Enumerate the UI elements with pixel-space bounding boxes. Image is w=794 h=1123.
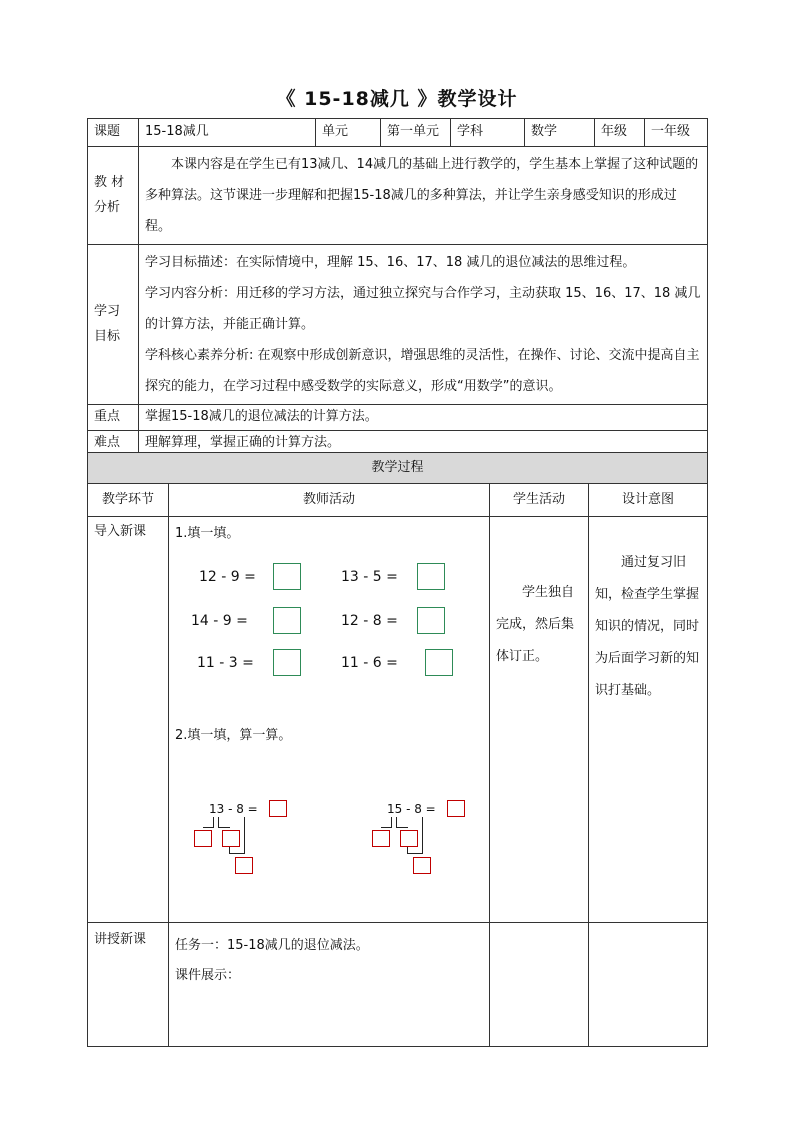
goals-label: [88, 245, 139, 405]
goals-line-3: 学科核心素养分析: 在观察中形成创新意识，增强思维的灵活性，在操作、讨论、交流中提高自主探究的能力，在学习过程中感受数学的实际意义，形成“用数学”的意识。: [145, 348, 700, 394]
teacher-intro-cell: [169, 517, 490, 923]
split-b-join-h: [407, 853, 423, 854]
equation-4: 12 - 8 =: [341, 613, 398, 629]
intent-teach: [589, 923, 708, 1047]
split-a-part-box-2[interactable]: [222, 830, 240, 847]
split-a-line-right: [218, 817, 219, 827]
stage-teach: 讲授新课: [88, 923, 169, 1047]
equation-2: 13 - 5 =: [341, 569, 398, 585]
split-a-result-box[interactable]: [269, 800, 287, 817]
task-one: 任务一：15-18减几的退位减法。: [175, 938, 369, 953]
split-b-line-right: [396, 817, 397, 827]
answer-box-4[interactable]: [417, 607, 445, 634]
student-teach: [490, 923, 589, 1047]
answer-box-3[interactable]: [273, 607, 301, 634]
col-student: 学生活动: [490, 484, 589, 517]
teaching-process-table: [87, 452, 708, 1047]
goals-line-2: 学习内容分析：用迁移的学习方法，通过独立探究与合作学习，主动获取 15、16、17、18 减几的计算方法，并能正确计算。: [145, 286, 701, 332]
subject-value: 数学: [525, 119, 595, 147]
goals-line-1: 学习目标描述：在实际情境中，理解 15、16、17、18 减几的退位减法的思维过程。: [145, 255, 636, 270]
split-a-line-left: [213, 817, 214, 827]
topic-label: 课题: [88, 119, 139, 147]
intent-intro-text: 通过复习旧知，检查学生掌握知识的情况，同时为后面学习新的知识打基础。: [595, 555, 700, 698]
split-a-part-box-1[interactable]: [194, 830, 212, 847]
split-a-join-right: [244, 817, 245, 854]
split-a-join-h: [229, 853, 245, 854]
intent-intro: [589, 517, 708, 923]
goals-label-line2: 目标: [94, 328, 121, 344]
courseware-show: 课件展示：: [175, 968, 241, 983]
teacher-teach-cell: [169, 923, 490, 1047]
goals-label-line1: 学习: [94, 303, 121, 319]
split-b-line-left: [391, 817, 392, 827]
split-b-result-box[interactable]: [447, 800, 465, 817]
equation-6: 11 - 6 =: [341, 655, 398, 671]
split-equation-a: 13 - 8 =: [209, 802, 258, 816]
split-a-line-right-h: [218, 827, 230, 828]
goals-text: [139, 245, 708, 405]
split-b-sum-box[interactable]: [413, 857, 431, 874]
col-intent: 设计意图: [589, 484, 708, 517]
split-b-part-box-2[interactable]: [400, 830, 418, 847]
col-stage: 教学环节: [88, 484, 169, 517]
key-label: 重点: [88, 405, 139, 431]
split-b-line-right-h: [396, 827, 408, 828]
split-a-line-left-h: [203, 827, 214, 828]
equation-5: 11 - 3 =: [197, 655, 254, 671]
split-b-line-left-h: [381, 827, 392, 828]
stage-intro: 导入新课: [88, 517, 169, 923]
answer-box-1[interactable]: [273, 563, 301, 590]
grade-label: 年级: [595, 119, 645, 147]
key-text: 掌握15-18减几的退位减法的计算方法。: [139, 405, 708, 431]
lesson-info-table: [87, 118, 708, 457]
answer-box-2[interactable]: [417, 563, 445, 590]
answer-box-6[interactable]: [425, 649, 453, 676]
unit-value: 第一单元: [381, 119, 451, 147]
split-equation-b: 15 - 8 =: [387, 802, 436, 816]
page-title: 《 15-18减几 》教学设计: [276, 88, 518, 110]
grade-value: 一年级: [645, 119, 708, 147]
subject-label: 学科: [451, 119, 525, 147]
answer-box-5[interactable]: [273, 649, 301, 676]
difficulty-text: 理解算理，掌握正确的计算方法。: [139, 431, 708, 457]
analysis-label: [88, 147, 139, 245]
unit-label: 单元: [316, 119, 381, 147]
question-2: 2.填一填，算一算。: [175, 728, 292, 743]
process-header: 教学过程: [88, 453, 708, 484]
topic-value: 15-18减几: [139, 119, 316, 147]
equation-3: 14 - 9 =: [191, 613, 248, 629]
equation-1: 12 - 9 =: [199, 569, 256, 585]
student-intro-text: 学生独自完成，然后集体订正。: [496, 585, 575, 664]
analysis-label-line2: 分析: [94, 199, 121, 215]
question-1: 1.填一填。: [175, 526, 240, 541]
analysis-label-line1: 教 材: [94, 174, 125, 190]
split-a-sum-box[interactable]: [235, 857, 253, 874]
difficulty-label: 难点: [88, 431, 139, 457]
student-intro: [490, 517, 589, 923]
analysis-text: 本课内容是在学生已有13减几、14减几的基础上进行教学的，学生基本上掌握了这种试题的多种算法。这节课进一步理解和把握15-18减几的多种算法，并让学生亲身感受知识的形成过程。: [139, 147, 708, 245]
col-teacher: 教师活动: [169, 484, 490, 517]
split-b-join-right: [422, 817, 423, 854]
split-b-part-box-1[interactable]: [372, 830, 390, 847]
